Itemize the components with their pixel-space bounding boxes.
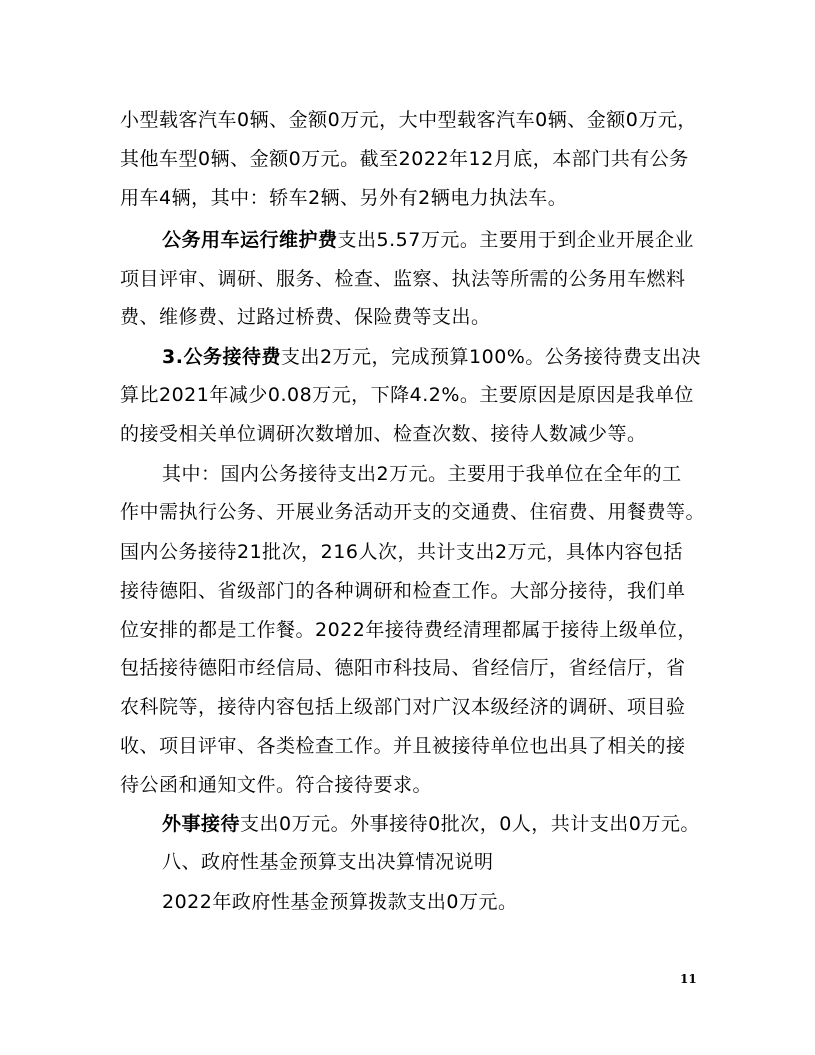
text-line: 小型载客汽车0辆、金额0万元，大中型载客汽车0辆、金额0万元， <box>120 109 697 131</box>
text-line <box>162 231 694 250</box>
text-line: 算比2021年减少0.08万元，下降4.2%。主要原因是原因是我单位 <box>120 384 694 406</box>
text-line: 收、项目评审、各类检查工作。并且被接待单位也出具了相关的接 <box>120 735 686 757</box>
text-line: 农科院等，接待内容包括上级部门对广汉本级经济的调研、项目验 <box>120 696 686 718</box>
text-line: 其他车型0辆、金额0万元。截至2022年12月底，本部门共有公务 <box>120 148 689 170</box>
text-line: 用车4辆，其中：轿车2辆、另外有2辆电力执法车。 <box>120 187 568 209</box>
text-line: 待公函和通知文件。符合接待要求。 <box>120 774 433 796</box>
text-line: 费、维修费、过路过桥费、保险费等支出。 <box>120 306 491 328</box>
text-line: 作中需执行公务、开展业务活动开支的交通费、住宿费、用餐费等。 <box>120 501 706 523</box>
text-line: 包括接待德阳市经信局、德阳市科技局、省经信厅，省经信厅，省 <box>120 657 686 679</box>
text-line: 的接受相关单位调研次数增加、检查次数、接待人数减少等。 <box>120 423 647 445</box>
text-line: 其中：国内公务接待支出2万元。主要用于我单位在全年的工 <box>162 463 682 485</box>
page-number: 11 <box>680 972 697 986</box>
text-line: 接待德阳、省级部门的各种调研和检查工作。大部分接待，我们单 <box>120 580 686 602</box>
section-heading: 八、政府性基金预算支出决算情况说明 <box>162 851 494 873</box>
text-line <box>162 348 701 367</box>
text-line: 2022年政府性基金预算拨款支出0万元。 <box>162 891 518 913</box>
text-run: 支出2万元，完成预算100%。公务接待费支出决 <box>280 346 701 368</box>
text-line: 位安排的都是工作餐。2022年接待费经清理都属于接待上级单位， <box>120 619 697 641</box>
text-run: 支出5.57万元。主要用于到企业开展企业 <box>337 229 694 251</box>
bold-term: 公务用车运行维护费 <box>162 229 338 251</box>
text-line: 项目评审、调研、服务、检查、监察、执法等所需的公务用车燃料 <box>120 268 686 290</box>
text-line <box>162 815 700 834</box>
text-line: 国内公务接待21批次，216人次，共计支出2万元，具体内容包括 <box>120 541 684 563</box>
bold-term: 3.公务接待费 <box>162 346 281 368</box>
text-run: 支出0万元。外事接待0批次，0人，共计支出0万元。 <box>240 813 700 835</box>
bold-term: 外事接待 <box>162 813 241 835</box>
